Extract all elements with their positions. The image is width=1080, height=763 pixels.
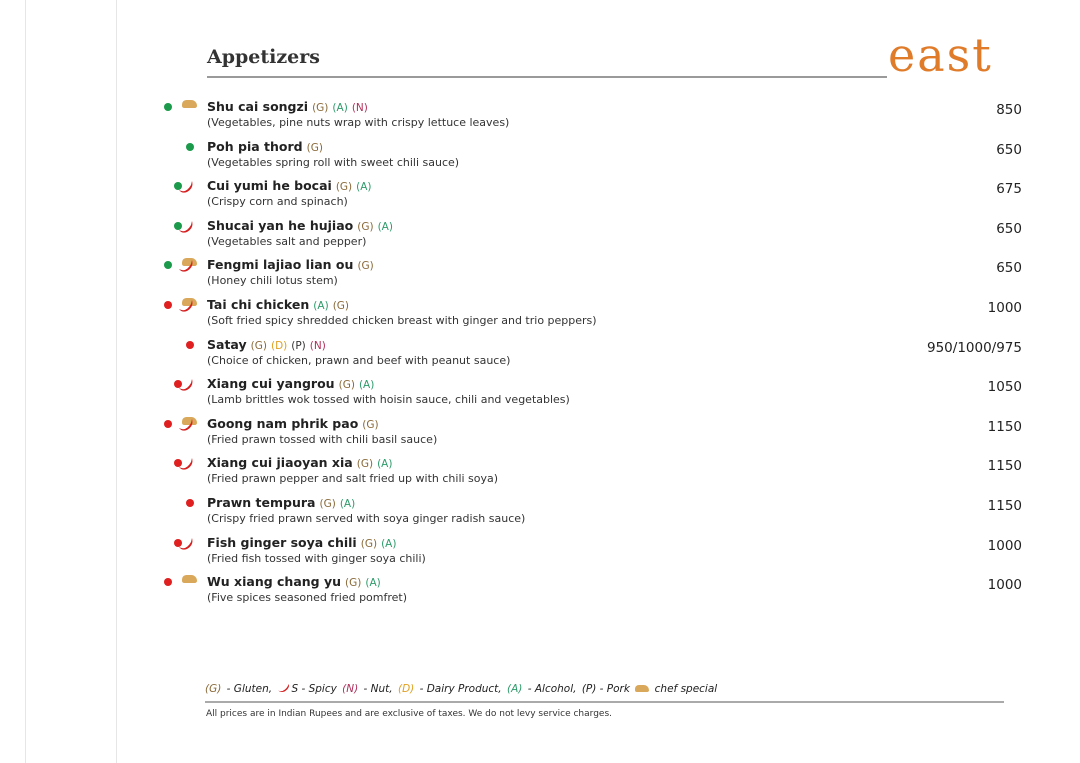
item-description: (Honey chili lotus stem) — [207, 274, 338, 288]
item-description: (Lamb brittles wok tossed with hoisin sauce, chili and vegetables) — [207, 393, 570, 407]
tag-P: (P) — [291, 339, 306, 352]
item-name-line — [207, 535, 396, 550]
item-name-line — [207, 337, 326, 352]
tag-G: (G) — [335, 181, 353, 194]
item-description: (Fried prawn pepper and salt fried up with chili soya) — [207, 472, 499, 486]
veg-dot-icon — [186, 143, 194, 151]
item-name-line — [207, 218, 393, 233]
item-price: 1000 — [987, 299, 1022, 316]
tag-G: (G) — [357, 260, 374, 273]
menu-item — [0, 257, 1080, 297]
legend-pork: (P) - Pork — [581, 683, 634, 695]
item-name-line — [207, 376, 374, 391]
veg-dot-icon — [164, 103, 172, 111]
item-price: 1150 — [987, 458, 1022, 475]
menu-item — [0, 99, 1080, 139]
chili-icon — [178, 180, 194, 194]
item-description: (Vegetables spring roll with sweet chili sauce) — [207, 155, 460, 169]
menu-item — [0, 337, 1080, 377]
item-name: Xiang cui yangrou — [207, 376, 335, 392]
item-price: 950/1000/975 — [927, 339, 1022, 356]
item-name: Fish ginger soya chili — [207, 534, 357, 550]
chili-icon — [178, 259, 194, 273]
item-description: (Fried prawn tossed with chili basil sauce) — [207, 432, 438, 446]
tag-A: (A) — [377, 458, 393, 471]
legend-dairy: - Dairy Product, — [416, 683, 505, 695]
tag-A: (A) — [377, 220, 393, 233]
menu-item — [0, 376, 1080, 416]
tag-G: (G) — [357, 220, 374, 233]
item-name-line — [207, 455, 392, 470]
item-name-line — [207, 416, 379, 431]
item-description: (Crispy corn and spinach) — [207, 195, 348, 209]
item-name: Satay — [207, 336, 247, 352]
legend-gluten: - Gluten, — [223, 683, 276, 695]
footer-note: All prices are in Indian Rupees and are exclusive of taxes. We do not levy service charges. — [206, 709, 612, 719]
item-name-line — [207, 139, 323, 154]
item-name-line — [207, 257, 374, 272]
item-icons — [160, 455, 198, 475]
tag-G: (G) — [319, 497, 336, 510]
legend-alcohol-code: (A) — [506, 683, 523, 695]
legend-spicy: S - Spicy — [291, 683, 341, 695]
tag-A: (A) — [365, 577, 381, 590]
tag-A: (A) — [356, 181, 372, 194]
item-name-line — [207, 178, 372, 193]
item-description: (Soft fried spicy shredded chicken breast with ginger and trio peppers) — [207, 313, 597, 327]
nonveg-dot-icon — [186, 499, 194, 507]
item-name: Wu xiang chang yu — [207, 574, 342, 590]
menu-item — [0, 495, 1080, 535]
tag-A: (A) — [313, 299, 329, 312]
tag-N: (N) — [351, 102, 368, 114]
menu-item — [0, 297, 1080, 337]
legend-dairy-code: (D) — [397, 683, 415, 695]
item-description: (Crispy fried prawn served with soya ginger radish sauce) — [207, 511, 526, 525]
item-name: Goong nam phrik pao — [207, 415, 359, 431]
veg-dot-icon — [164, 261, 172, 269]
menu-item — [0, 218, 1080, 258]
item-description: (Vegetables, pine nuts wrap with crispy lettuce leaves) — [207, 116, 510, 129]
item-price: 1050 — [987, 379, 1022, 396]
legend-nut-code: (N) — [342, 683, 359, 695]
item-price: 1150 — [987, 418, 1022, 435]
menu-item — [0, 574, 1080, 614]
menu-item — [0, 139, 1080, 179]
item-price: 675 — [996, 181, 1022, 198]
legend-chef: chef special — [654, 683, 718, 695]
tag-A: (A) — [381, 537, 397, 550]
item-price: 1150 — [987, 497, 1022, 514]
item-icons — [160, 376, 198, 396]
nonveg-dot-icon — [164, 420, 172, 428]
tag-A: (A) — [358, 379, 375, 392]
item-icons — [160, 297, 198, 317]
tag-G: (G) — [312, 102, 329, 114]
title-divider — [207, 76, 887, 78]
item-icons — [160, 337, 198, 357]
legend-divider — [205, 701, 1004, 703]
nonveg-dot-icon — [186, 341, 194, 349]
tag-G: (G) — [332, 299, 350, 312]
item-price: 650 — [996, 141, 1022, 158]
item-price: 1000 — [987, 577, 1022, 594]
item-icons — [160, 574, 198, 594]
menu-items-list — [0, 99, 1080, 614]
item-name-line — [207, 297, 349, 312]
item-name: Prawn tempura — [207, 494, 316, 510]
chili-icon — [178, 537, 194, 551]
item-price: 850 — [996, 102, 1022, 118]
chili-icon — [178, 418, 194, 432]
item-name: Fengmi lajiao lian ou — [207, 257, 354, 273]
item-price: 650 — [996, 220, 1022, 237]
item-icons — [160, 416, 198, 436]
item-name: Shucai yan he hujiao — [207, 217, 354, 233]
item-icons — [160, 139, 198, 159]
tag-G: (G) — [250, 339, 267, 352]
item-icons — [160, 99, 198, 119]
item-name: Xiang cui jiaoyan xia — [207, 455, 353, 471]
item-icons — [160, 535, 198, 555]
item-icons — [160, 257, 198, 277]
page-title: Appetizers — [207, 46, 320, 68]
legend — [205, 683, 719, 695]
east-logo — [888, 30, 993, 80]
chef-hat-icon — [182, 100, 197, 108]
nonveg-dot-icon — [164, 301, 172, 309]
chef-hat-icon — [635, 685, 649, 692]
tag-G: (G) — [362, 418, 379, 431]
chili-icon — [277, 683, 291, 693]
item-icons — [160, 495, 198, 515]
logo-text: east — [888, 28, 993, 82]
menu-item — [0, 416, 1080, 456]
tag-N: (N) — [309, 339, 326, 352]
tag-G: (G) — [338, 379, 355, 392]
menu-item — [0, 535, 1080, 575]
tag-D: (D) — [270, 339, 288, 352]
tag-G: (G) — [360, 537, 378, 550]
item-name-line — [207, 574, 381, 589]
chili-icon — [178, 457, 194, 471]
item-price: 650 — [996, 260, 1022, 277]
item-icons — [160, 178, 198, 198]
menu-item — [0, 455, 1080, 495]
tag-G: (G) — [345, 577, 362, 590]
tag-A: (A) — [339, 497, 356, 510]
item-name: Cui yumi he bocai — [207, 178, 332, 194]
item-description: (Fried fish tossed with ginger soya chili) — [207, 551, 426, 565]
item-name: Shu cai songzi — [207, 99, 309, 114]
legend-nut: - Nut, — [360, 683, 396, 695]
tag-G: (G) — [356, 458, 374, 471]
nonveg-dot-icon — [164, 578, 172, 586]
item-name-line — [207, 495, 355, 510]
menu-item — [0, 178, 1080, 218]
legend-alcohol: - Alcohol, — [524, 683, 580, 695]
chili-icon — [178, 299, 194, 313]
chili-icon — [178, 220, 194, 234]
item-name: Tai chi chicken — [207, 296, 310, 312]
item-description: (Vegetables salt and pepper) — [207, 234, 367, 248]
item-description: (Choice of chicken, prawn and beef with peanut sauce) — [207, 353, 511, 367]
legend-gluten-code: (G) — [205, 683, 222, 695]
chili-icon — [178, 378, 194, 392]
item-description: (Five spices seasoned fried pomfret) — [207, 591, 408, 605]
item-name-line — [207, 99, 368, 114]
item-price: 1000 — [987, 537, 1022, 554]
tag-G: (G) — [306, 141, 323, 154]
chef-hat-icon — [182, 575, 197, 583]
item-icons — [160, 218, 198, 238]
item-name: Poh pia thord — [207, 138, 303, 154]
tag-A: (A) — [332, 102, 348, 114]
